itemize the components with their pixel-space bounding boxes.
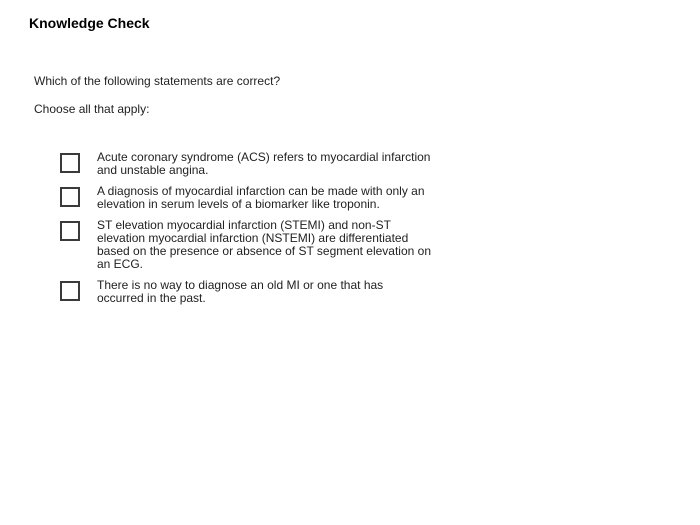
answer-checkbox-2[interactable]	[60, 187, 80, 207]
page-title: Knowledge Check	[29, 15, 150, 31]
answer-label-1[interactable]: Acute coronary syndrome (ACS) refers to myocardial infarction and unstable angina.	[97, 150, 431, 177]
question-text: Which of the following statements are correct?	[34, 74, 281, 88]
answer-label-2[interactable]: A diagnosis of myocardial infarction can be made with only an elevation in serum levels of a biomarker like troponin.	[97, 184, 425, 211]
answer-option-1[interactable]	[60, 151, 460, 177]
answer-options	[60, 151, 460, 313]
answer-option-3[interactable]	[60, 219, 460, 271]
answer-label-3[interactable]: ST elevation myocardial infarction (STEMI) and non-ST elevation myocardial infarction (NSTEMI) are differentiated based on the presence or absence of ST segment elevation on an ECG.	[97, 218, 432, 271]
answer-option-4[interactable]	[60, 279, 460, 305]
answer-checkbox-1[interactable]	[60, 153, 80, 173]
answer-checkbox-3[interactable]	[60, 221, 80, 241]
answer-option-2[interactable]	[60, 185, 460, 211]
answer-checkbox-4[interactable]	[60, 281, 80, 301]
instruction-text: Choose all that apply:	[34, 102, 150, 116]
answer-label-4[interactable]: There is no way to diagnose an old MI or one that has occurred in the past.	[97, 278, 384, 305]
